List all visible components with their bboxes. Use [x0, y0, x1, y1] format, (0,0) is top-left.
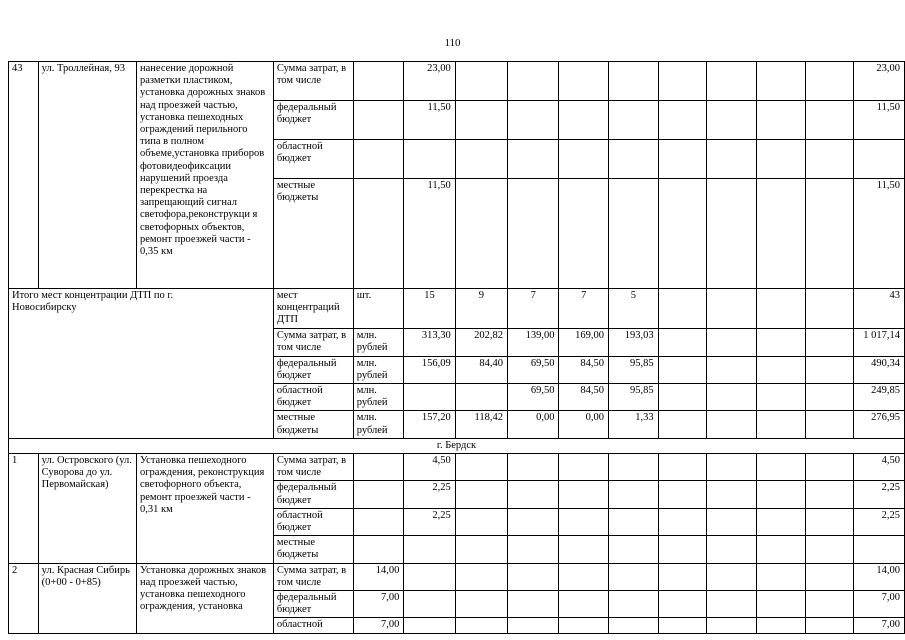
total-cell: 11,50	[854, 101, 905, 140]
value-cell: 0,00	[508, 411, 559, 438]
value-cell	[455, 384, 507, 411]
value-cell: 202,82	[455, 328, 507, 356]
table-row	[9, 454, 905, 481]
line-label: Сумма затрат, в том числе	[273, 62, 353, 101]
row-number: 43	[9, 62, 39, 289]
value-cell	[404, 536, 455, 563]
table-row	[9, 62, 905, 101]
unit-cell: млн. рублей	[353, 411, 404, 438]
value-cell: 11,50	[404, 101, 455, 140]
work-description: Установка пешеходного ограждения, реконструкция светофорного объекта, ремонт проезжей части - 0,31 км	[137, 454, 274, 564]
value-cell: 193,03	[609, 328, 659, 356]
value-cell: 157,20	[404, 411, 455, 438]
address-cell: ул. Красная Сибирь (0+00 - 0+85)	[38, 563, 136, 633]
total-cell	[854, 140, 905, 179]
value-cell: 84,40	[455, 356, 507, 383]
section-title: г. Бердск	[9, 438, 905, 453]
total-cell: 7,00	[854, 618, 905, 633]
total-cell: 2,25	[854, 508, 905, 535]
total-cell: 11,50	[854, 179, 905, 289]
value-cell: 95,85	[609, 356, 659, 383]
line-label: Сумма затрат, в том числе	[273, 563, 353, 590]
line-label: федеральный бюджет	[273, 101, 353, 140]
line-label: федеральный бюджет	[273, 591, 353, 618]
value-cell: 7,00	[353, 618, 404, 633]
value-cell: 313,30	[404, 328, 455, 356]
line-label: мест концентраций ДТП	[273, 289, 353, 329]
table-row	[9, 563, 905, 590]
value-cell: 84,50	[559, 356, 609, 383]
value-cell: 139,00	[508, 328, 559, 356]
work-description: нанесение дорожной разметки пластиком, установка дорожных знаков над проезжей частью, установка пешеходных ограждений перильного типа в полном объеме,установка приборов фотовидеофиксации нарушений проезда перекрестка на запрещающий сигнал светофора,реконструкци я светофорных объектов, ремонт проезжей части - 0,35 км	[137, 62, 274, 289]
value-cell: 2,25	[404, 508, 455, 535]
total-cell: 276,95	[854, 411, 905, 438]
address-cell: ул. Троллейная, 93	[38, 62, 136, 289]
value-cell: 69,50	[508, 356, 559, 383]
value-cell: 7	[508, 289, 559, 329]
line-label: местные бюджеты	[273, 536, 353, 563]
unit-cell: шт.	[353, 289, 404, 329]
line-label: областной бюджет	[273, 384, 353, 411]
value-cell: 7,00	[353, 591, 404, 618]
total-cell: 7,00	[854, 591, 905, 618]
total-cell: 2,25	[854, 481, 905, 508]
line-label: Сумма затрат, в том числе	[273, 454, 353, 481]
value-cell: 5	[609, 289, 659, 329]
unit-cell: млн. рублей	[353, 328, 404, 356]
totals-label: Итого мест концентрации ДТП по г. Новосибирску	[9, 289, 274, 439]
value-cell: 23,00	[404, 62, 455, 101]
value-cell: 95,85	[609, 384, 659, 411]
financing-table	[8, 61, 905, 634]
total-cell: 490,34	[854, 356, 905, 383]
line-label: местные бюджеты	[273, 179, 353, 289]
page-number: 110	[444, 37, 461, 49]
value-cell: 11,50	[404, 179, 455, 289]
value-cell: 118,42	[455, 411, 507, 438]
row-number: 1	[9, 454, 39, 564]
table-row	[9, 438, 905, 453]
total-cell	[854, 536, 905, 563]
value-cell: 69,50	[508, 384, 559, 411]
line-label: областной бюджет	[273, 140, 353, 179]
line-label: Сумма затрат, в том числе	[273, 328, 353, 356]
value-cell: 0,00	[559, 411, 609, 438]
total-cell: 249,85	[854, 384, 905, 411]
unit-cell: млн. рублей	[353, 384, 404, 411]
line-label: федеральный бюджет	[273, 356, 353, 383]
line-label: областной	[273, 618, 353, 633]
value-cell	[404, 140, 455, 179]
address-cell: ул. Островского (ул. Суворова до ул. Первомайская)	[38, 454, 136, 564]
total-cell: 1 017,14	[854, 328, 905, 356]
line-label: федеральный бюджет	[273, 481, 353, 508]
value-cell	[404, 384, 455, 411]
value-cell: 156,09	[404, 356, 455, 383]
value-cell: 1,33	[609, 411, 659, 438]
line-label: областной бюджет	[273, 508, 353, 535]
total-cell: 14,00	[854, 563, 905, 590]
value-cell: 7	[559, 289, 609, 329]
table-row	[9, 289, 905, 329]
value-cell: 169,00	[559, 328, 609, 356]
total-cell: 23,00	[854, 62, 905, 101]
value-cell: 15	[404, 289, 455, 329]
total-cell: 4,50	[854, 454, 905, 481]
work-description: Установка дорожных знаков над проезжей частью, установка пешеходного ограждения, установка	[137, 563, 274, 633]
value-cell: 14,00	[353, 563, 404, 590]
total-cell: 43	[854, 289, 905, 329]
value-cell: 84,50	[559, 384, 609, 411]
value-cell: 2,25	[404, 481, 455, 508]
value-cell: 4,50	[404, 454, 455, 481]
unit-cell: млн. рублей	[353, 356, 404, 383]
value-cell: 9	[455, 289, 507, 329]
line-label: местные бюджеты	[273, 411, 353, 438]
row-number: 2	[9, 563, 39, 633]
